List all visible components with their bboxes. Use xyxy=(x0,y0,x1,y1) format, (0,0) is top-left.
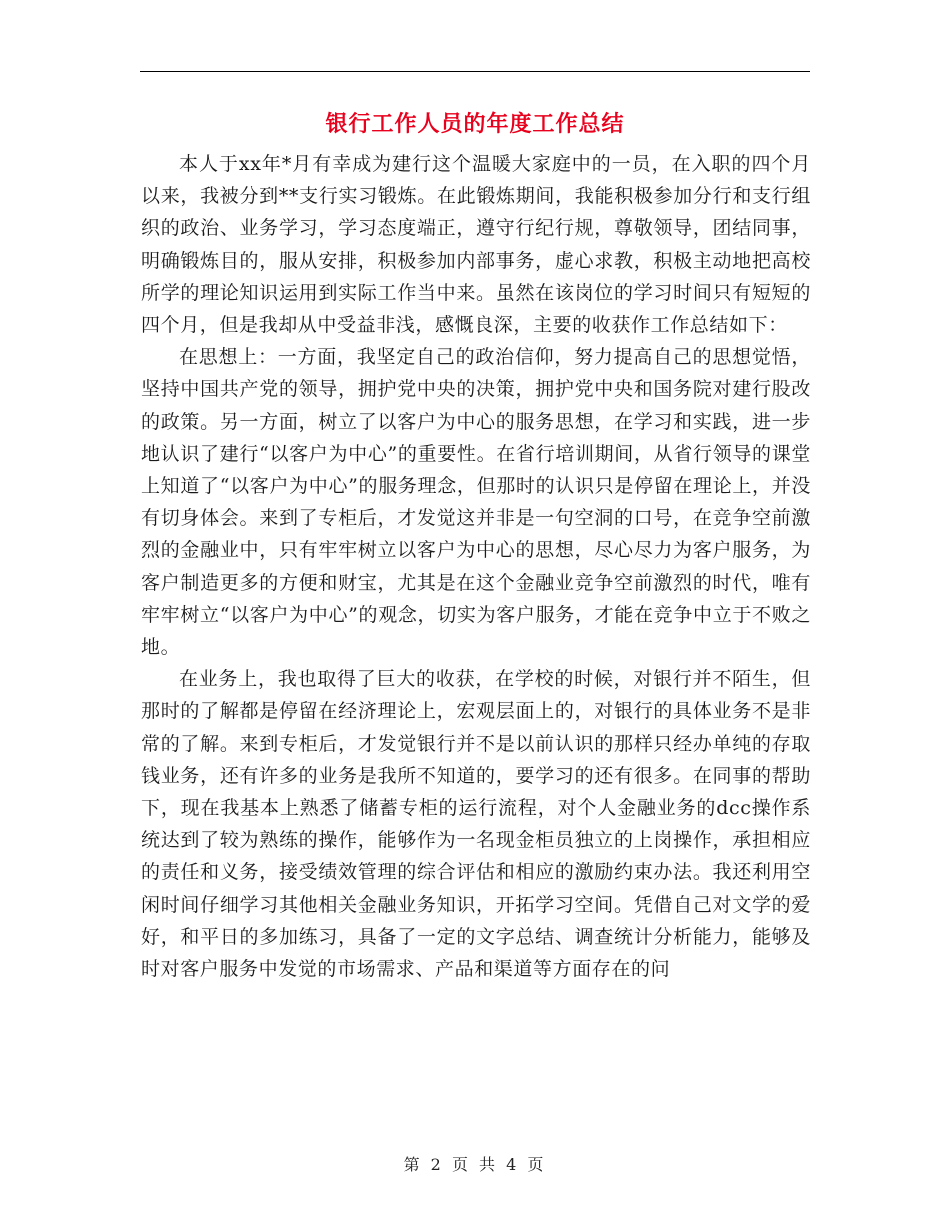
paragraph-business: 在业务上，我也取得了巨大的收获，在学校的时候，对银行并不陌生，但那时的了解都是停留在经济理论上，宏观层面上的，对银行的具体业务不是非常的了解。来到专柜后，才发觉银行并不是以前认识的那样只经办单纯的存取钱业务，还有许多的业务是我所不知道的，要学习的还有很多。在同事的帮助下，现在我基本上熟悉了储蓄专柜的运行流程，对个人金融业务的dcc操作系统达到了较为熟练的操作，能够作为一名现金柜员独立的上岗操作，承担相应的责任和义务，接受绩效管理的综合评估和相应的激励约束办法。我还利用空闲时间仔细学习其他相关金融业务知识，开拓学习空间。凭借自己对文学的爱好，和平日的多加练习，具备了一定的文字总结、调查统计分析能力，能够及时对客户服务中发觉的市场需求、产品和渠道等方面存在的问 xyxy=(141,668,811,981)
paragraph-ideology: 在思想上：一方面，我坚定自己的政治信仰，努力提高自己的思想觉悟，坚持中国共产党的领导，拥护党中央的决策，拥护党中央和国务院对建行股改的政策。另一方面，树立了以客户为中心的服务思想，在学习和实践，进一步地认识了建行“以客户为中心”的重要性。在省行培训期间，从省行领导的课堂上知道了“以客户为中心”的服务理念，但那时的认识只是停留在理论上，并没有切身体会。来到了专柜后，才发觉这并非是一句空洞的口号，在竞争空前激烈的金融业中，只有牢牢树立以客户为中心的思想，尽心尽力为客户服务，为客户制造更多的方便和财宝，尤其是在这个金融业竞争空前激烈的时代，唯有牢牢树立“以客户为中心”的观念，切实为客户服务，才能在竞争中立于不败之地。 xyxy=(141,346,811,659)
header-rule xyxy=(140,71,810,72)
document-body xyxy=(141,148,811,985)
document-title: 银行工作人员的年度工作总结 xyxy=(325,112,625,137)
page-number: 第 2 页 共 4 页 xyxy=(403,1155,547,1174)
paragraph-intro: 本人于xx年*月有幸成为建行这个温暖大家庭中的一员，在入职的四个月以来，我被分到**支行实习锻炼。在此锻炼期间，我能积极参加分行和支行组织的政治、业务学习，学习态度端正，遵守行纪行规，尊敬领导，团结同事，明确锻炼目的，服从安排，积极参加内部事务，虚心求教，积极主动地把高校所学的理论知识运用到实际工作当中来。虽然在该岗位的学习时间只有短短的四个月，但是我却从中受益非浅，感慨良深，主要的收获作工作总结如下： xyxy=(141,153,811,337)
